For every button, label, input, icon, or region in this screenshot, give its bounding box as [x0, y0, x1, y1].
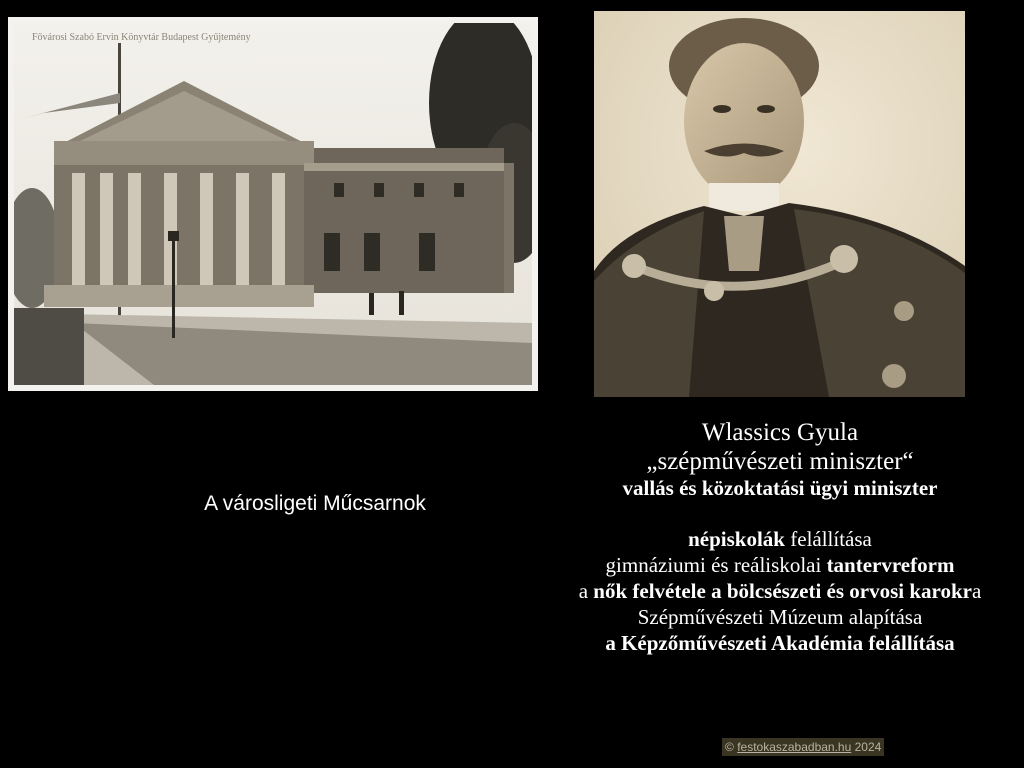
achievement-line: népiskolák felállítása: [688, 527, 872, 551]
muscarnok-photo: [8, 17, 538, 391]
achievement-line: Szépművészeti Múzeum alapítása: [637, 605, 923, 629]
achievement-line: gimnáziumi és reáliskolai tantervreform: [605, 553, 955, 577]
muscarnok-caption: A városligeti Műcsarnok: [204, 492, 426, 515]
wlassics-portrait: [594, 11, 965, 397]
person-nickname: „szépművészeti miniszter“: [646, 448, 914, 475]
achievement-line: a nők felvétele a bölcsészeti és orvosi karokra: [578, 579, 982, 603]
wlassics-portrait-image: [594, 11, 965, 397]
copyright-notice: [722, 738, 884, 756]
photo-watermark: Fővárosi Szabó Ervin Könyvtár Budapest Gyűjtemény: [32, 32, 251, 43]
copyright-site-link[interactable]: festokaszabadban.hu: [737, 740, 852, 754]
achievement-line: a Képzőművészeti Akadémia felállítása: [605, 631, 955, 655]
wlassics-info: [540, 418, 1020, 656]
muscarnok-building-image: [14, 23, 532, 385]
person-name: Wlassics Gyula: [701, 419, 859, 446]
person-role: vallás és közoktatási ügyi miniszter: [622, 476, 938, 500]
copyright-year: 2024: [854, 740, 882, 754]
copyright-symbol: ©: [725, 740, 734, 754]
